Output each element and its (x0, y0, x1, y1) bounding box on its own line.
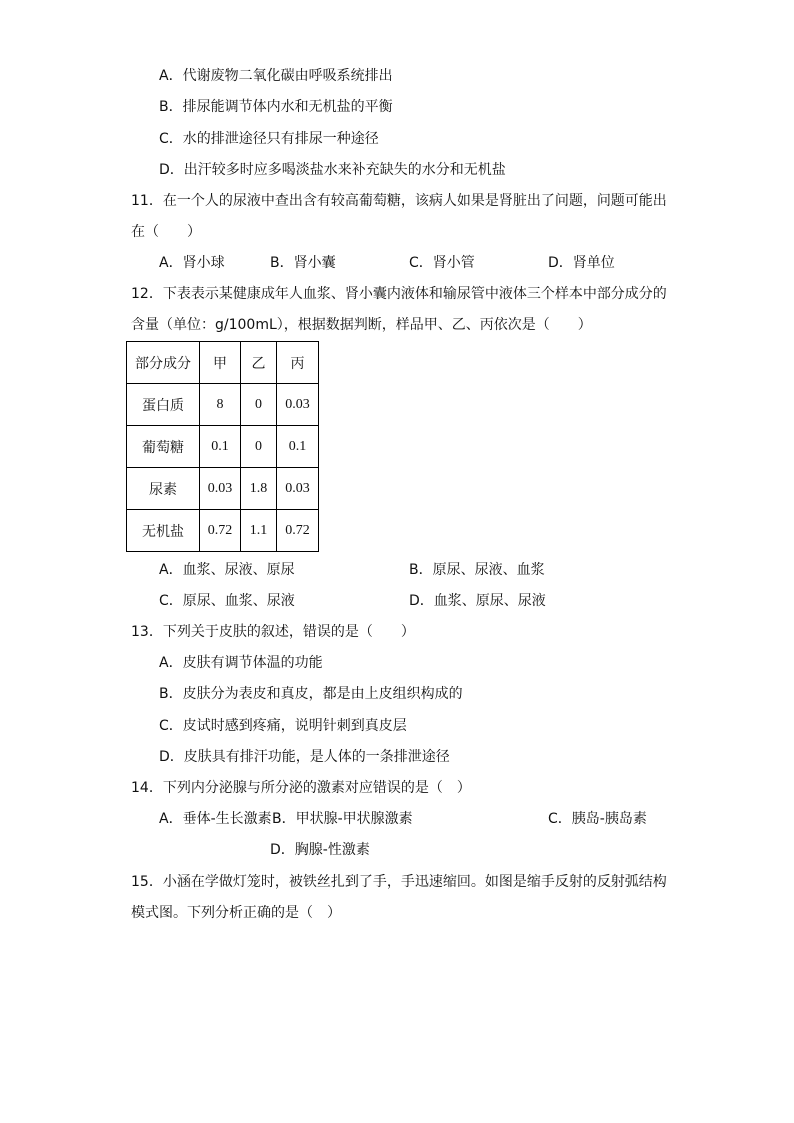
table-row (127, 510, 319, 552)
table-row (127, 468, 319, 510)
q13-option-b: B．皮肤分为表皮和真皮，都是由上皮组织构成的 (159, 686, 463, 702)
table-cell: 1.1 (241, 510, 277, 552)
q13-option-a: A．皮肤有调节体温的功能 (159, 655, 323, 671)
table-header-cell: 部分成分 (127, 342, 200, 384)
table-cell: 0.03 (277, 384, 319, 426)
table-header-cell: 丙 (277, 342, 319, 384)
table-cell: 1.8 (241, 468, 277, 510)
q14-stem: 14．下列内分泌腺与所分泌的激素对应错误的是（ ） (131, 780, 471, 796)
table-row (127, 384, 319, 426)
q13-stem: 13．下列关于皮肤的叙述，错误的是（ ） (131, 624, 415, 640)
table-cell: 0 (241, 384, 277, 426)
q14-option-a: A．垂体-生长激素 (159, 811, 272, 827)
q11-option-d: D．肾单位 (548, 255, 615, 271)
table-cell: 0.1 (277, 426, 319, 468)
table-cell: 蛋白质 (127, 384, 200, 426)
q13-option-d: D．皮肤具有排汗功能，是人体的一条排泄途径 (159, 749, 450, 765)
q12-option-a: A．血浆、尿液、原尿 (159, 562, 295, 578)
table-cell: 0.72 (200, 510, 241, 552)
q11-stem-line2: 在（ ） (131, 224, 201, 240)
q15-stem-line2: 模式图。下列分析正确的是（ ） (131, 905, 341, 921)
table-cell: 尿素 (127, 468, 200, 510)
table-header-cell: 甲 (200, 342, 241, 384)
q12-stem-line1: 12．下表表示某健康成年人血浆、肾小囊内液体和输尿管中液体三个样本中部分成分的 (131, 286, 667, 302)
q13-option-c: C．皮试时感到疼痛，说明针刺到真皮层 (159, 718, 407, 734)
table-cell: 0.1 (200, 426, 241, 468)
table-cell: 0.03 (277, 468, 319, 510)
q12-stem-line2: 含量（单位：g/100mL），根据数据判断，样品甲、乙、丙依次是（ ） (131, 317, 592, 333)
q14-option-d: D．胸腺-性激素 (270, 842, 370, 858)
table-cell: 8 (200, 384, 241, 426)
q12-option-c: C．原尿、血浆、尿液 (159, 593, 295, 609)
table-header-cell: 乙 (241, 342, 277, 384)
q12-option-b: B．原尿、尿液、血浆 (409, 562, 545, 578)
table-row (127, 426, 319, 468)
q10-option-b: B．排尿能调节体内水和无机盐的平衡 (159, 99, 393, 115)
q11-option-b: B．肾小囊 (270, 255, 336, 271)
table-cell: 0.72 (277, 510, 319, 552)
table-cell: 葡萄糖 (127, 426, 200, 468)
q15-stem-line1: 15．小涵在学做灯笼时，被铁丝扎到了手，手迅速缩回。如图是缩手反射的反射弧结构 (131, 874, 667, 890)
table-cell: 0.03 (200, 468, 241, 510)
table-header-row (127, 342, 319, 384)
q11-option-a: A．肾小球 (159, 255, 225, 271)
q10-option-d: D．出汗较多时应多喝淡盐水来补充缺失的水分和无机盐 (159, 162, 506, 178)
q14-option-b: B．甲状腺-甲状腺激素 (272, 811, 413, 827)
q10-option-c: C．水的排泄途径只有排尿一种途径 (159, 131, 379, 147)
table-cell: 0 (241, 426, 277, 468)
q14-option-c: C．胰岛-胰岛素 (548, 811, 647, 827)
q12-option-d: D．血浆、原尿、尿液 (409, 593, 546, 609)
q12-data-table (126, 341, 319, 552)
table-cell: 无机盐 (127, 510, 200, 552)
q10-option-a: A．代谢废物二氧化碳由呼吸系统排出 (159, 68, 393, 84)
q11-option-c: C．肾小管 (409, 255, 475, 271)
q11-stem-line1: 11．在一个人的尿液中查出含有较高葡萄糖，该病人如果是肾脏出了问题，问题可能出 (131, 193, 667, 209)
